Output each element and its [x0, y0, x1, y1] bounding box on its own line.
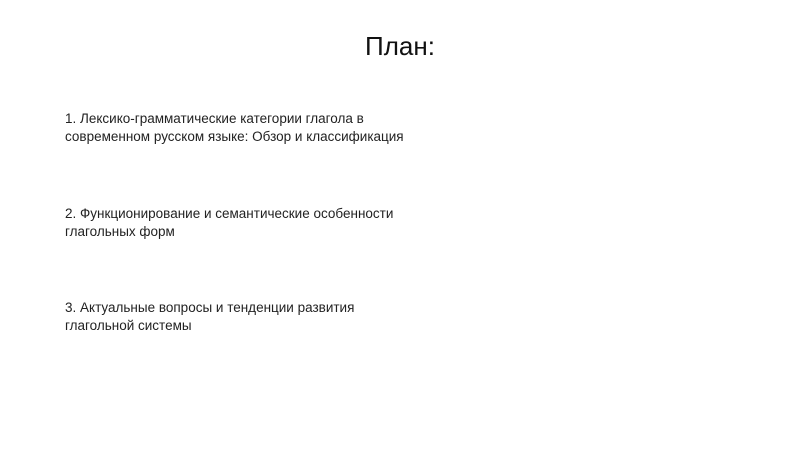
slide-title: План: — [365, 31, 435, 61]
plan-item-2 — [65, 205, 465, 241]
plan-item-2-line-2: глагольных форм — [65, 224, 175, 239]
plan-item-1 — [65, 110, 465, 146]
plan-item-2-line-1: 2. Функционирование и семантические особенности — [65, 206, 394, 221]
plan-item-1-line-1: 1. Лексико-грамматические категории глагола в — [65, 111, 364, 126]
plan-item-1-line-2: современном русском языке: Обзор и классификация — [65, 129, 404, 144]
plan-item-3-line-1: 3. Актуальные вопросы и тенденции развития — [65, 300, 355, 315]
plan-item-3 — [65, 299, 465, 335]
plan-item-3-line-2: глагольной системы — [65, 318, 192, 333]
